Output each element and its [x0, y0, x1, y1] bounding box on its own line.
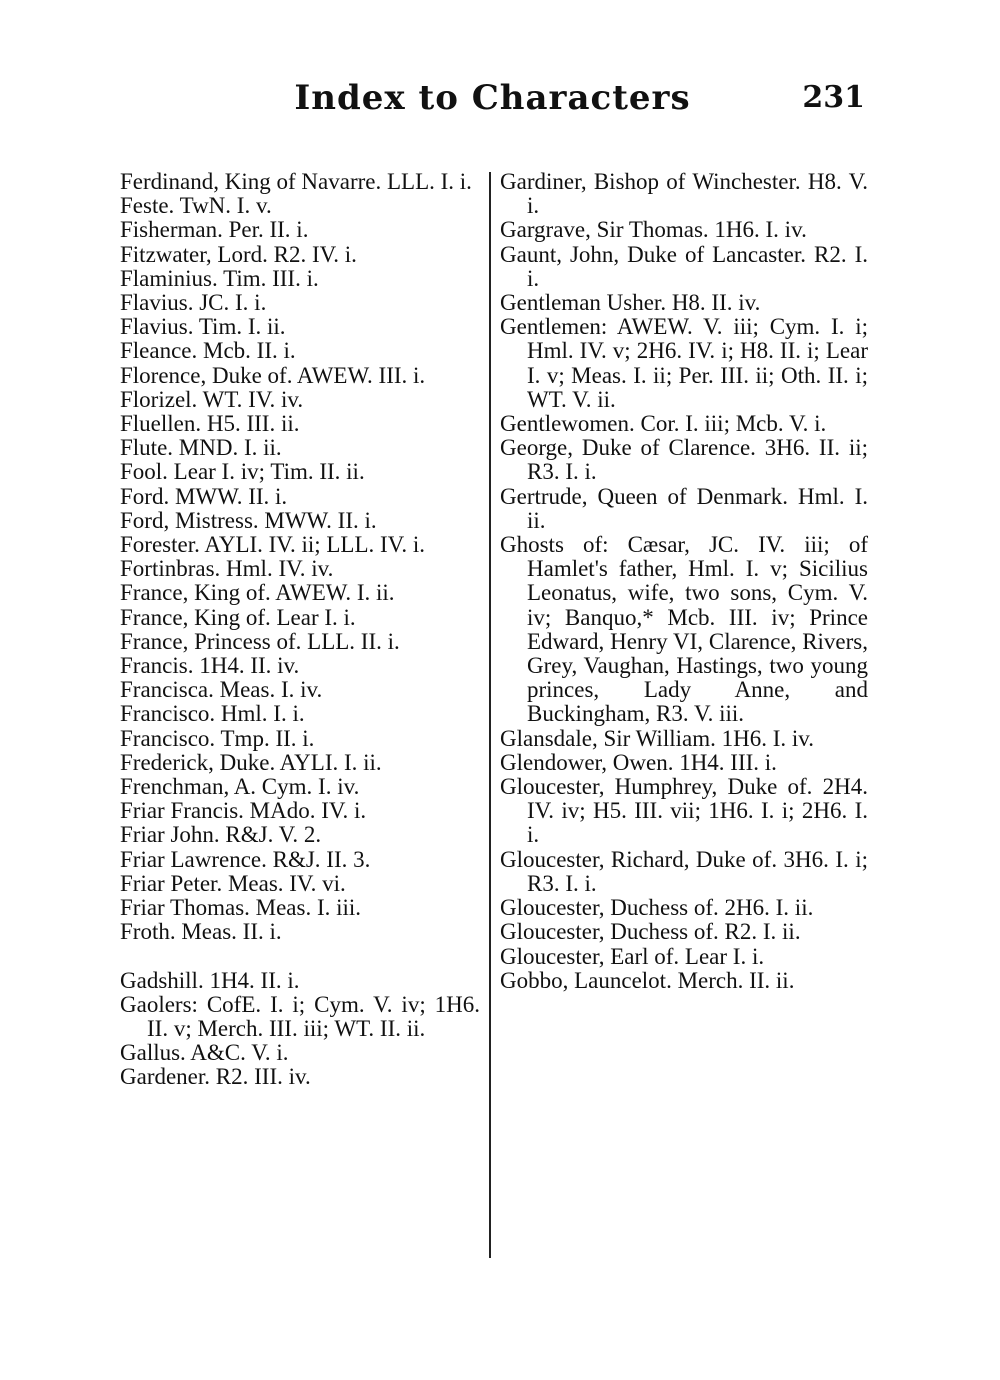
- index-column-right: [500, 170, 868, 993]
- index-entry: Frenchman, A. Cym. I. iv.: [120, 774, 360, 800]
- index-entry: Gloucester, Duchess of. 2H6. I. ii.: [500, 895, 814, 921]
- index-entry: Gallus. A&C. V. i.: [120, 1040, 289, 1066]
- index-entry: Friar Lawrence. R&J. II. 3.: [120, 846, 371, 872]
- index-entry: Froth. Meas. II. i.: [120, 919, 282, 945]
- index-entry: Fool. Lear I. iv; Tim. II. ii.: [120, 459, 365, 485]
- index-entry: Gaolers: CofE. I. i; Cym. V. iv; 1H6. II. v; Merch. III. iii; WT. II. ii.: [120, 991, 480, 1041]
- index-entry: Glendower, Owen. 1H4. III. i.: [500, 749, 777, 775]
- index-entry: Ford. MWW. II. i.: [120, 483, 288, 509]
- index-entry: Gentlewomen. Cor. I. iii; Mcb. V. i.: [500, 411, 827, 437]
- page-title: Index to Characters: [294, 78, 691, 118]
- index-entry: Ferdinand, King of Navarre. LLL. I. i.: [120, 169, 472, 194]
- index-entry: Flavius. JC. I. i.: [120, 290, 267, 316]
- index-entry: Feste. TwN. I. v.: [120, 193, 272, 219]
- index-entry: Gentleman Usher. H8. II. iv.: [500, 290, 761, 316]
- index-entry: Gadshill. 1H4. II. i.: [120, 967, 300, 993]
- index-entry: Gobbo, Launcelot. Merch. II. ii.: [500, 967, 795, 993]
- column-divider: [489, 172, 491, 1258]
- index-entry: Florizel. WT. IV. iv.: [120, 386, 304, 412]
- index-entry: Fluellen. H5. III. ii.: [120, 411, 300, 437]
- index-entry: Florence, Duke of. AWEW. III. i.: [120, 362, 426, 388]
- index-entry: France, King of. AWEW. I. ii.: [120, 580, 395, 606]
- index-entry: Flavius. Tim. I. ii.: [120, 314, 286, 340]
- index-entry: Flute. MND. I. ii.: [120, 435, 282, 461]
- index-entry: Gardiner, Bishop of Winchester. H8. V. i.: [500, 169, 868, 219]
- page-number: 231: [802, 80, 865, 115]
- index-entry: Gloucester, Richard, Duke of. 3H6. I. i; R3. I. i.: [500, 846, 868, 896]
- index-entry: Francisca. Meas. I. iv.: [120, 677, 323, 703]
- index-entry: Flaminius. Tim. III. i.: [120, 265, 319, 291]
- page-header: [120, 78, 865, 134]
- index-entry: Friar Francis. MAdo. IV. i.: [120, 798, 367, 824]
- index-column-left: [120, 170, 480, 1090]
- index-entry: Ghosts of: Cæsar, JC. IV. iii; of Hamlet's father, Hml. I. v; Sicilius Leonatus, wife, two sons, Cym. V. iv; Banquo,* Mcb. III. iv; Prince Edward, Henry VI, Clarence, Rivers, Grey, Vaughan, Hastings, two young princes, Lady Anne, and Buckingham, R3. V. iii.: [500, 532, 868, 727]
- index-entry: Gargrave, Sir Thomas. 1H6. I. iv.: [500, 217, 807, 243]
- index-entry: George, Duke of Clarence. 3H6. II. ii; R3. I. i.: [500, 435, 868, 485]
- index-entry: Glansdale, Sir William. 1H6. I. iv.: [500, 725, 815, 751]
- index-entry: Fortinbras. Hml. IV. iv.: [120, 556, 334, 582]
- index-entry: Friar John. R&J. V. 2.: [120, 822, 322, 848]
- index-entry: Fisherman. Per. II. i.: [120, 217, 309, 243]
- section-gap: [120, 945, 480, 969]
- index-entry: Friar Thomas. Meas. I. iii.: [120, 895, 362, 921]
- index-entry: Frederick, Duke. AYLI. I. ii.: [120, 749, 382, 775]
- index-entry: Francisco. Tmp. II. i.: [120, 725, 315, 751]
- index-entry: Gertrude, Queen of Denmark. Hml. I. ii.: [500, 483, 868, 533]
- index-entry: Francisco. Hml. I. i.: [120, 701, 305, 727]
- index-entry: Gloucester, Earl of. Lear I. i.: [500, 943, 765, 969]
- index-entry: France, King of. Lear I. i.: [120, 604, 356, 630]
- index-entry: France, Princess of. LLL. II. i.: [120, 628, 400, 654]
- index-entry: Francis. 1H4. II. iv.: [120, 653, 300, 679]
- index-entry: Forester. AYLI. IV. ii; LLL. IV. i.: [120, 532, 425, 558]
- index-entry: Gloucester, Humphrey, Duke of. 2H4. IV. iv; H5. III. vii; 1H6. I. i; 2H6. I. i.: [500, 774, 868, 848]
- index-entry: Gardener. R2. III. iv.: [120, 1064, 311, 1090]
- index-entry: Ford, Mistress. MWW. II. i.: [120, 507, 377, 533]
- index-entry: Friar Peter. Meas. IV. vi.: [120, 870, 346, 896]
- index-entry: Gentlemen: AWEW. V. iii; Cym. I. i; Hml. IV. v; 2H6. IV. i; H8. II. i; Lear I. v; Meas. I. ii; Per. III. ii; Oth. II. i; WT. V. ii.: [500, 314, 868, 412]
- index-entry: Gloucester, Duchess of. R2. I. ii.: [500, 919, 801, 945]
- index-entry: Fitzwater, Lord. R2. IV. i.: [120, 241, 357, 267]
- index-entry: Gaunt, John, Duke of Lancaster. R2. I. i.: [500, 241, 868, 291]
- index-entry: Fleance. Mcb. II. i.: [120, 338, 296, 364]
